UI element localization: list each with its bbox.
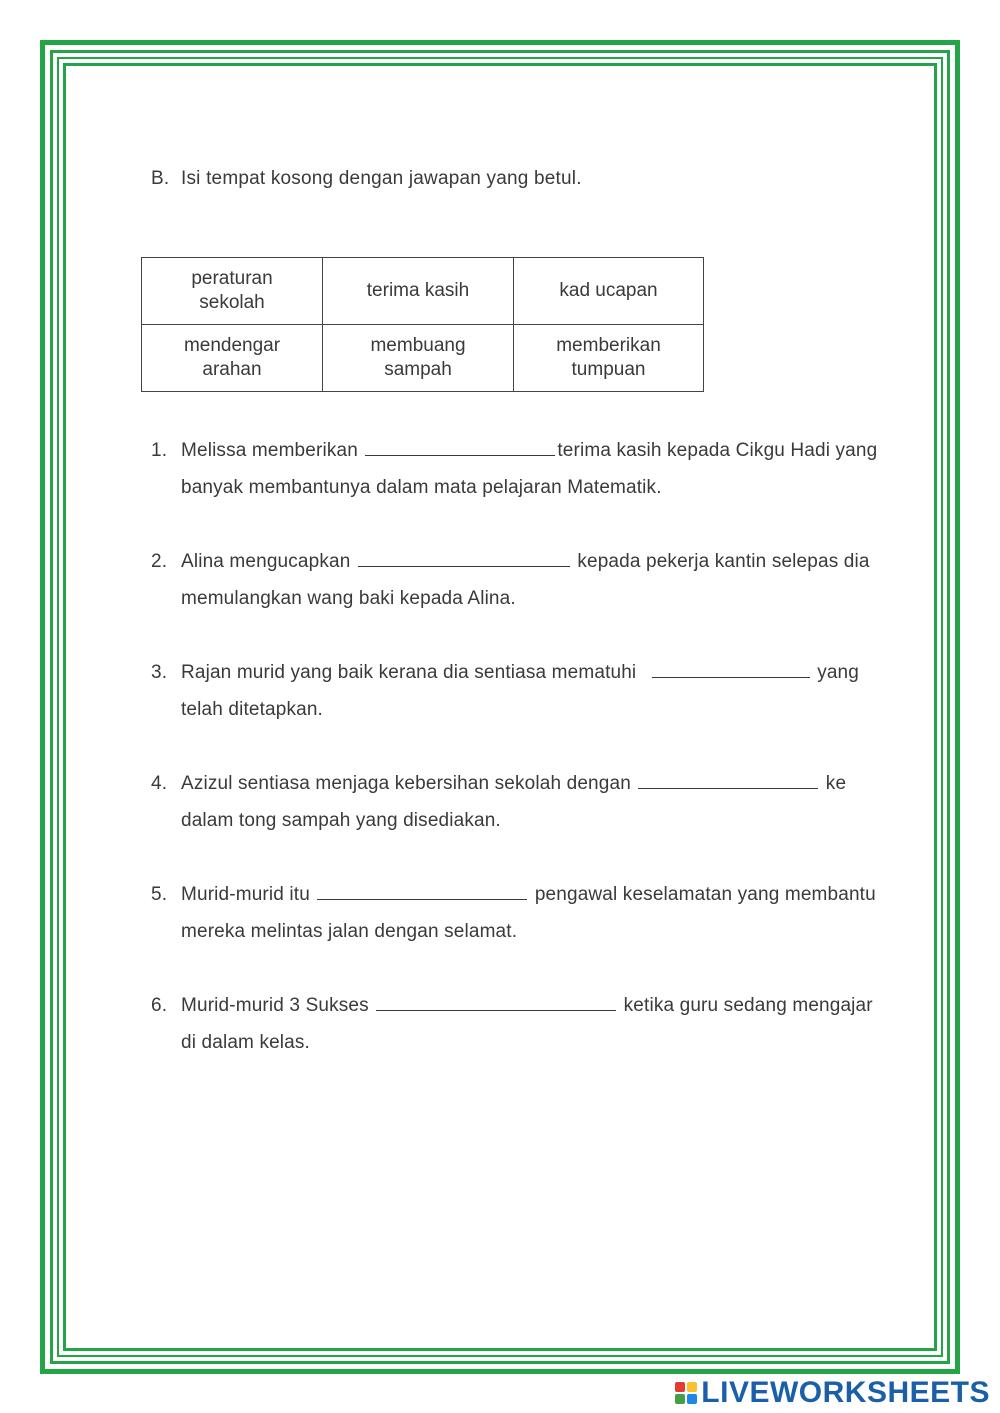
question-5: [151, 876, 891, 950]
question-text-before: Rajan murid yang baik kerana dia sentiasa mematuhi: [181, 662, 637, 683]
question-text-before: Alina mengucapkan: [181, 551, 351, 572]
question-text-before: Murid-murid 3 Sukses: [181, 995, 369, 1016]
word-bank-cell: peraturan sekolah: [142, 258, 323, 325]
question-text-after: kepada pekerja kantin selepas dia memulangkan wang baki kepada Alina.: [181, 551, 870, 609]
question-number: 3.: [151, 662, 168, 683]
word-bank-cell: terima kasih: [323, 258, 514, 325]
liveworksheets-brand: [675, 1376, 990, 1410]
question-4: [151, 765, 891, 839]
brand-text: LIVEWORKSHEETS: [701, 1376, 990, 1409]
question-text-after: ke dalam tong sampah yang disediakan.: [181, 773, 847, 831]
instruction: [151, 168, 582, 190]
question-number: 1.: [151, 440, 168, 461]
question-text-before: Azizul sentiasa menjaga kebersihan sekolah dengan: [181, 773, 631, 794]
word-bank-table: [141, 257, 704, 392]
question-text-before: Murid-murid itu: [181, 884, 310, 905]
question-3: [151, 654, 891, 728]
question-number: 4.: [151, 773, 168, 794]
word-bank-row: [142, 325, 704, 392]
instruction-label: B.: [151, 168, 170, 189]
question-number: 5.: [151, 884, 168, 905]
logo-square: [687, 1382, 697, 1392]
answer-blank[interactable]: [317, 879, 527, 900]
answer-blank[interactable]: [652, 657, 810, 678]
answer-blank[interactable]: [376, 990, 616, 1011]
answer-blank[interactable]: [358, 546, 570, 567]
logo-square: [675, 1394, 685, 1404]
word-bank-cell: memberikan tumpuan: [514, 325, 704, 392]
answer-blank[interactable]: [638, 768, 818, 789]
question-1: [151, 432, 891, 506]
question-number: 2.: [151, 551, 168, 572]
instruction-text: Isi tempat kosong dengan jawapan yang betul.: [181, 168, 582, 189]
logo-square: [675, 1382, 685, 1392]
answer-blank[interactable]: [365, 435, 555, 456]
word-bank-cell: membuang sampah: [323, 325, 514, 392]
question-text-before: Melissa memberikan: [181, 440, 358, 461]
question-6: [151, 987, 891, 1061]
question-number: 6.: [151, 995, 168, 1016]
question-text-after: terima kasih kepada Cikgu Hadi yang banyak membantunya dalam mata pelajaran Matematik.: [181, 440, 878, 498]
question-text-after: ketika guru sedang mengajar di dalam kelas.: [181, 995, 873, 1053]
question-2: [151, 543, 891, 617]
logo-square: [687, 1394, 697, 1404]
word-bank-cell: mendengar arahan: [142, 325, 323, 392]
word-bank-row: [142, 258, 704, 325]
question-text-after: yang telah ditetapkan.: [181, 662, 859, 720]
liveworksheets-logo-icon: [675, 1382, 697, 1404]
question-text-after: pengawal keselamatan yang membantu mereka melintas jalan dengan selamat.: [181, 884, 876, 942]
word-bank-cell: kad ucapan: [514, 258, 704, 325]
